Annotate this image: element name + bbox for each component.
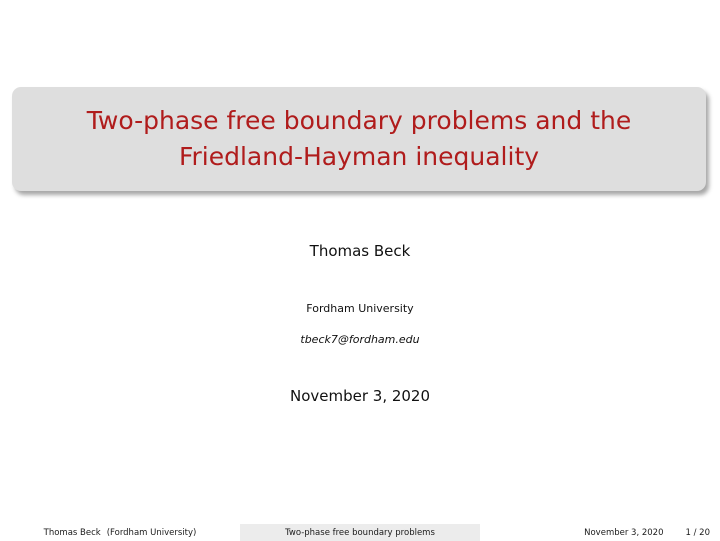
title-box	[12, 87, 706, 191]
footer-title-section	[240, 524, 480, 541]
footer-institute: (Fordham University)	[106, 527, 197, 538]
institute: Fordham University	[306, 302, 414, 315]
footer-page-number: 1 / 20	[685, 527, 710, 538]
footer-short-title: Two-phase free boundary problems	[285, 527, 435, 538]
footer-date: November 3, 2020	[584, 527, 664, 538]
footer-bar	[0, 524, 720, 541]
author-name: Thomas Beck	[309, 242, 411, 260]
title-line-2: Friedland-Hayman inequality	[178, 142, 540, 171]
author-email: tbeck7@fordham.edu	[300, 333, 420, 346]
footer-date-section	[480, 524, 720, 541]
footer-author: Thomas Beck	[43, 527, 101, 538]
title-line-1: Two-phase free boundary problems and the	[86, 106, 632, 135]
presentation-date: November 3, 2020	[289, 387, 431, 405]
footer-author-section	[0, 524, 240, 541]
